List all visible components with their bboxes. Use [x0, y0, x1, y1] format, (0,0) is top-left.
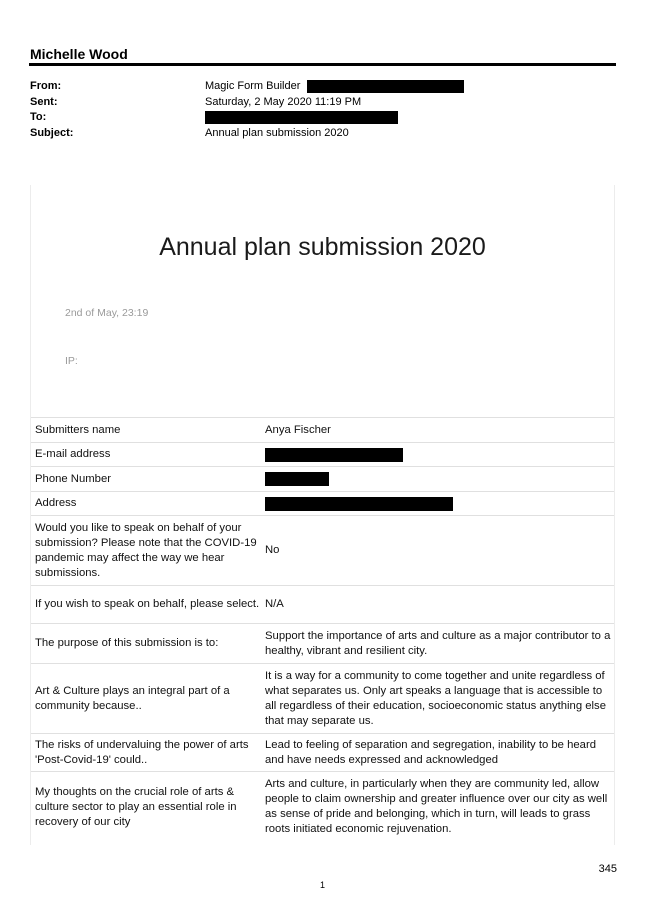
email-meta: [30, 79, 620, 141]
form-date: 2nd of May, 23:19: [65, 307, 149, 319]
field-label: Submitters name: [35, 423, 121, 436]
field-label: If you wish to speak on behalf, please select.: [35, 598, 260, 610]
field-label: My thoughts on the crucial role of arts & culture sector to play an essential role in recovery of our city: [35, 785, 237, 828]
redaction-bar: [205, 111, 398, 124]
table-row: [31, 586, 614, 624]
table-row: [31, 624, 614, 664]
meta-from-text: Magic Form Builder: [205, 80, 301, 92]
field-value: Arts and culture, in particularly when they are community led, allow people to claim ownership and greater influence over our city as well as sense of pride and belonging, which in turn, will leads to grass roots initiated economic rejuvenation.: [265, 778, 608, 835]
sender-name: Michelle Wood: [30, 46, 128, 62]
table-row: [31, 734, 614, 772]
page-number: 1: [319, 880, 325, 890]
meta-subject-label: Subject:: [30, 126, 74, 139]
meta-sent-label: Sent:: [30, 95, 58, 108]
field-label: Would you like to speak on behalf of your submission? Please note that the COVID-19 pandemic may affect the way we hear submissions.: [35, 521, 257, 579]
meta-from-label: From:: [30, 80, 62, 92]
redaction-bar: [265, 472, 329, 486]
field-label: The risks of undervaluing the power of arts 'Post-Covid-19' could..: [35, 738, 249, 766]
table-row: [31, 443, 614, 467]
form-ip-label: IP:: [65, 355, 78, 367]
meta-sent-row: [30, 95, 620, 111]
field-value: [265, 492, 613, 515]
redaction-bar: [265, 448, 403, 462]
header-rule: [29, 63, 616, 66]
table-row: [31, 664, 614, 734]
meta-to-row: [30, 110, 620, 126]
meta-from-row: [30, 79, 620, 95]
redaction-bar: [265, 497, 453, 511]
field-value: N/A: [265, 598, 284, 610]
meta-from-value: [205, 79, 464, 95]
meta-subject-row: [30, 126, 620, 142]
table-row: [31, 418, 614, 443]
meta-to-label: To:: [30, 111, 47, 123]
table-row: [31, 492, 614, 516]
field-value: [265, 467, 613, 491]
form-title: Annual plan submission 2020: [159, 233, 486, 261]
form-fields-table: [31, 417, 614, 842]
field-label: Phone Number: [35, 472, 111, 485]
form-submission: [30, 185, 615, 845]
table-row: [31, 516, 614, 586]
meta-to-value: [205, 110, 398, 126]
table-row: [31, 772, 614, 842]
redaction-bar: [307, 80, 464, 93]
field-label: Address: [35, 497, 77, 509]
field-value: Lead to feeling of separation and segregation, inability to be heard and have needs expressed and acknowledged: [265, 738, 596, 766]
field-value: It is a way for a community to come together and unite regardless of what separates us. Only art speaks a language that is accessible to all regardless of their education, socioeconomic status anything else that may separate us.: [265, 669, 606, 727]
field-label: The purpose of this submission is to:: [35, 637, 219, 649]
meta-sent-value: Saturday, 2 May 2020 11:19 PM: [205, 95, 362, 108]
field-value: Support the importance of arts and culture as a major contributor to a healthy, vibrant and resilient city.: [265, 629, 611, 657]
meta-subject-value: Annual plan submission 2020: [205, 126, 349, 139]
table-row: [31, 467, 614, 492]
field-label: Art & Culture plays an integral part of a community because..: [35, 684, 230, 712]
field-value: Anya Fischer: [265, 423, 331, 436]
field-value: [265, 443, 613, 466]
field-value: No: [265, 544, 280, 556]
page-stamp: 345: [598, 863, 617, 875]
field-label: E-mail address: [35, 448, 111, 460]
